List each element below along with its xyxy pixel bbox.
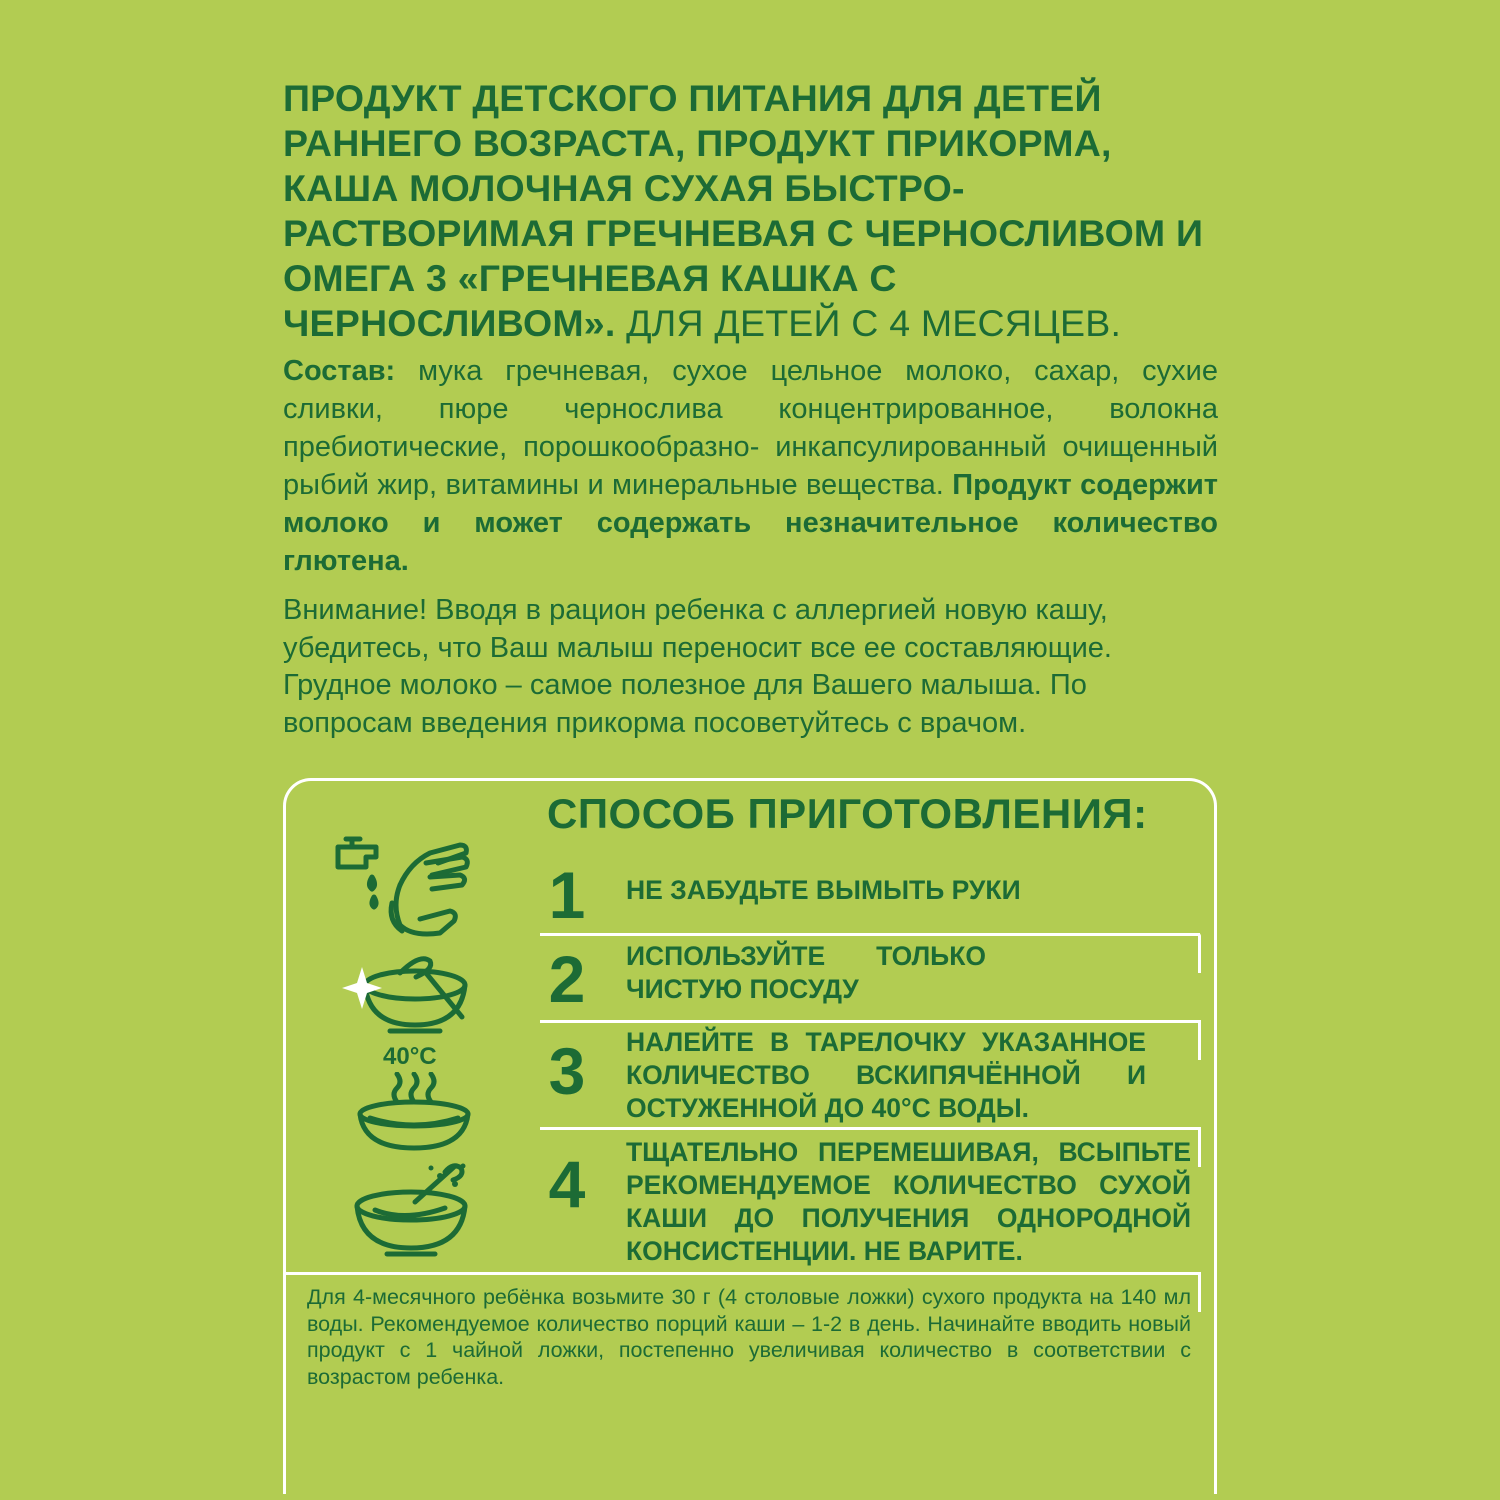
step-divider-cap: [1198, 1127, 1201, 1167]
hand-washing-icon: [330, 835, 480, 940]
note-divider: [283, 1272, 1200, 1275]
step-text-2: ИСПОЛЬЗУЙТЕ ТОЛЬКО ЧИСТУЮ ПОСУДУ: [626, 941, 986, 1004]
step-number-4: 4: [548, 1147, 586, 1221]
step-text-1: НЕ ЗАБУДЬТЕ ВЫМЫТЬ РУКИ: [626, 875, 1021, 905]
composition-label: Состав:: [283, 355, 396, 387]
step-number-1: 1: [548, 858, 586, 932]
preparation-heading: СПОСОБ ПРИГОТОВЛЕНИЯ:: [547, 790, 1148, 837]
product-age: ДЛЯ ДЕТЕЙ С 4 МЕСЯЦЕВ.: [615, 302, 1122, 344]
stir-porridge-icon: [345, 1158, 485, 1263]
step-text-3: НАЛЕЙТЕ В ТАРЕЛОЧКУ УКАЗАННОЕ КОЛИЧЕСТВО ВСКИПЯЧЁННОЙ И ОСТУЖЕННОЙ ДО 40°С ВОДЫ.: [626, 1027, 1146, 1123]
step-divider: [540, 933, 1200, 936]
step-number-3: 3: [548, 1034, 586, 1108]
clean-bowl-icon: [340, 945, 480, 1040]
step-text-4: ТЩАТЕЛЬНО ПЕРЕМЕШИВАЯ, ВСЫПЬТЕ РЕКОМЕНДУЕМОЕ КОЛИЧЕСТВО СУХОЙ КАШИ ДО ПОЛУЧЕНИЯ ОДНОРОДНОЙ КОНСИСТЕНЦИИ. НЕ ВАРИТЕ.: [626, 1137, 1191, 1266]
product-title: [283, 76, 1218, 346]
composition-block: [283, 352, 1218, 580]
warm-water-bowl-icon: [352, 1072, 482, 1152]
composition-text: мука гречневая, сухое цельное молоко, сахар, сухие сливки, пюре чернослива концентрированное, волокна пребиотические, порошкообразно- инкапсулированный очищенный рыбий жир, витамины и минеральные вещества.: [283, 355, 1218, 501]
step-divider-cap: [1198, 1020, 1201, 1060]
dosage-note: Для 4-месячного ребёнка возьмите 30 г (4 столовые ложки) сухого продукта на 140 мл воды. Рекомендуемое количество порций каши – 1-2 в день. Начинайте вводить новый продукт с 1 чайной ложки, постепенно увеличивая количество в соответствии с возрастом ребенка.: [307, 1285, 1191, 1389]
step-divider: [540, 1020, 1200, 1023]
warning-text: Внимание! Вводя в рацион ребенка с аллергией новую кашу, убедитесь, что Ваш малыш переносит все ее составляющие. Грудное молоко – самое полезное для Вашего малыша. По вопросам введения прикорма посоветуйтесь с врачом.: [283, 594, 1112, 739]
note-divider-cap: [1198, 1272, 1201, 1312]
product-title-main: ПРОДУКТ ДЕТСКОГО ПИТАНИЯ ДЛЯ ДЕТЕЙ РАННЕГО ВОЗРАСТА, ПРОДУКТ ПРИКОРМА, КАША МОЛОЧНАЯ СУХАЯ БЫСТРО-РАСТВОРИМАЯ ГРЕЧНЕВАЯ С ЧЕРНОСЛИВОМ И ОМЕГА 3 «ГРЕЧНЕВАЯ КАШКА С ЧЕРНОСЛИВОМ».: [283, 77, 1204, 344]
step-number-2: 2: [548, 942, 586, 1016]
step-divider: [540, 1127, 1200, 1130]
step-divider-cap: [1198, 933, 1201, 973]
temperature-label: 40°C: [383, 1043, 437, 1070]
allergen-note: Продукт содержит молоко и может содержать незначительное количество глютена.: [283, 469, 1218, 577]
